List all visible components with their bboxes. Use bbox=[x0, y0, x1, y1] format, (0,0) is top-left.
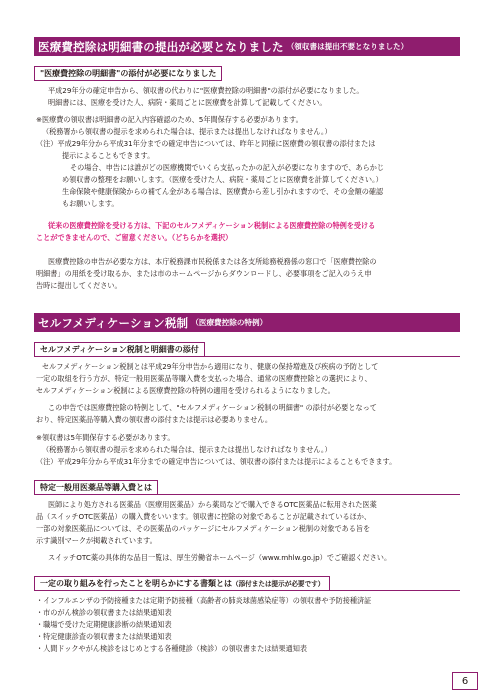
s2-q5: スイッチOTC薬の具体的な品目一覧は、厚生労働省ホームページ（www.mhlw.go.jp）でご確認ください。 bbox=[48, 553, 392, 562]
s1-n2: （税務署から領収書の提示を求められた場合は、提示または提出しなければなりません。） bbox=[42, 127, 332, 136]
section2-title: セルフメディケーション税制 bbox=[38, 315, 189, 330]
s1-n4: 提示によることもできます。 bbox=[62, 151, 155, 160]
section2-rule3 bbox=[34, 590, 460, 591]
s1-p2: 明細書には、医療を受けた人、病院・薬局ごとに医療費を計算して記載してください。 bbox=[48, 98, 327, 107]
s1-n3: （注）平成29年分から平成31年分までの確定申告については、昨年と同様に医療費の領収書の添付または bbox=[36, 139, 376, 148]
section2-rule2 bbox=[34, 494, 460, 495]
page-number: 6 bbox=[452, 672, 478, 690]
section2-box2: 特定一般用医薬品等購入費とは bbox=[34, 480, 158, 495]
s1-n6: め領収書の整理をお願いします。（医療を受けた人、病院・薬局ごとに医療費を計算してください。） bbox=[62, 175, 383, 184]
s2-q2: 品（スイッチOTC医薬品）の購入費をいいます。領収書に控除の対象であることが記載されているほか、 bbox=[36, 512, 372, 521]
section2-box3 bbox=[34, 576, 330, 591]
s1-n5: その場合、申告には誰がどの医療機関でいくら支払ったかの記入が必要になりますので、あらかじ bbox=[70, 163, 385, 172]
s2-p2: 一定の取組を行う方が、特定一般用医薬品等購入費を支払った場合、通常の医療費控除との選択により、 bbox=[36, 374, 372, 383]
section1-title: 医療費控除は明細書の提出が必要となりました bbox=[38, 39, 284, 54]
s2-n2: （税務署から領収書の提示を求められた場合は、提示または提出しなければなりません。） bbox=[42, 445, 332, 454]
section1-header bbox=[34, 37, 460, 56]
s2-n1: ※領収書は5年間保存する必要があります。 bbox=[36, 433, 175, 442]
section2-box3-title: 一定の取り組みを行ったことを明らかにする書類とは bbox=[40, 579, 232, 588]
s1-n1: ※医療費の領収書は明細書の記入内容確認のため、5年間保存する必要があります。 bbox=[36, 115, 303, 124]
section1-box: "医療費控除の明細書"の添付が必要になりました bbox=[34, 66, 222, 81]
s2-n3: （注）平成29年分から平成31年分までの確定申告については、領収書の添付または提示によることもできます。 bbox=[36, 457, 397, 466]
s1-p1: 平成29年分の確定申告から、領収書の代わりに"医療費控除の明細書"の添付が必要になりました。 bbox=[48, 86, 364, 95]
section2-header bbox=[34, 313, 460, 332]
s2-p1: セルフメディケーション税制とは平成29年分申告から適用になり、健康の保持増進及び疾病の予防として bbox=[42, 362, 379, 371]
s1-f1: 医療費控除の申告が必要な方は、本庁税務課市民税係または各支所総務税務係の窓口で「医療費控除の bbox=[48, 257, 377, 266]
section2-box1: セルフメディケーション税制と明細書の添付 bbox=[34, 342, 205, 357]
s1-n8: もお願いします。 bbox=[62, 199, 119, 208]
section1-subtitle: （領収書は提出不要となりました） bbox=[286, 42, 409, 51]
s2-q4: 示す識別マークが掲載されています。 bbox=[36, 536, 157, 545]
requirement-item: ・インフルエンザの予防接種または定期予防接種（高齢者の肺炎球菌感染症等）の領収書や予防接種済証 bbox=[36, 596, 372, 605]
requirement-item: ・人間ドックやがん検診をはじめとする各種健診（検診）の領収書または結果通知表 bbox=[36, 644, 308, 653]
s1-f3: 告時に提出してください。 bbox=[36, 281, 122, 290]
s2-p3: セルフメディケーション税制による医療費控除の特例の適用を受けられるようになりました。 bbox=[36, 386, 335, 395]
section2-box3-subtitle: （添付または提示が必要です） bbox=[232, 580, 325, 588]
s1-warning-line1: 従来の医療費控除を受ける方は、下記のセルフメディケーション税制による医療費控除の特例を受ける bbox=[48, 221, 376, 230]
s2-q1: 医師により処方される医薬品（医療用医薬品）から薬局などで購入できるOTC医薬品に転用された医薬 bbox=[48, 500, 377, 509]
s2-p4: この申告では医療費控除の特例として、"セルフメディケーション税制の明細書" の添付が必要となって bbox=[48, 403, 377, 412]
s1-n7: 生命保険や健康保険からの補てん金がある場合は、医療費から差し引かれますので、その金額の確認 bbox=[62, 187, 384, 196]
section2-subtitle: （医療費控除の特例） bbox=[191, 318, 268, 327]
requirement-item: ・特定健康診査の領収書または結果通知表 bbox=[36, 632, 172, 641]
section2-rule1 bbox=[34, 356, 460, 357]
s2-p5: おり、特定医薬品等購入費の領収書の添付または提示は必要ありません。 bbox=[36, 415, 273, 424]
s1-f2: 明細書」の用紙を受け取るか、または市のホームページからダウンロードし、必要事項をご記入のうえ申 bbox=[36, 269, 372, 278]
requirement-item: ・職場で受けた定期健康診断の結果通知表 bbox=[36, 620, 172, 629]
s2-q3: 一部の対象医薬品については、その医薬品のパッケージにセルフメディケーション税制の対象である旨を bbox=[36, 524, 371, 533]
s1-warning-line2: ことができませんので、ご留意ください。（どちらかを選択） bbox=[36, 233, 233, 242]
requirement-item: ・市のがん検診の領収書または結果通知表 bbox=[36, 608, 172, 617]
